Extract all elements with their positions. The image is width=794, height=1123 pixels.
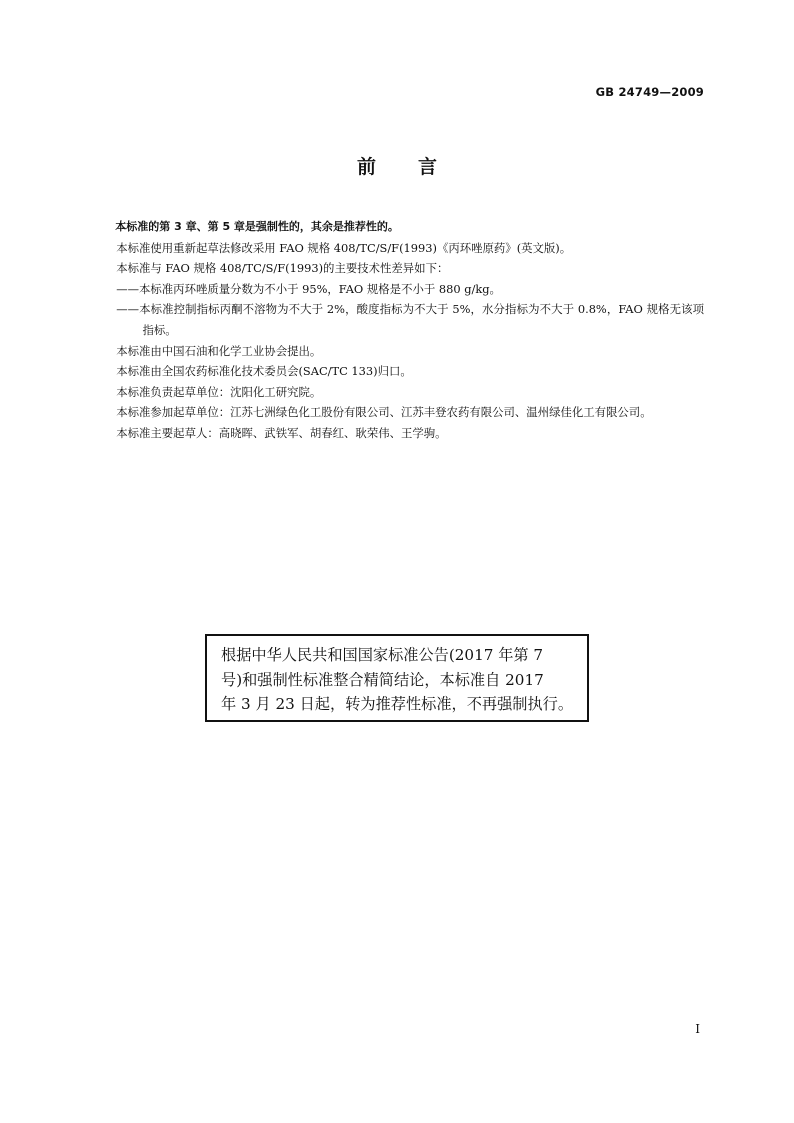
participating-drafters-paragraph: 本标准参加起草单位：江苏七洲绿色化工股份有限公司、江苏丰登农药有限公司、温州绿佳化工有限公司。 [116,405,652,420]
page-number: I [695,1022,700,1036]
administrator-paragraph: 本标准由全国农药标准化技术委员会(SAC/TC 133)归口。 [116,364,412,379]
responsible-drafter-paragraph: 本标准负责起草单位：沈阳化工研究院。 [116,384,322,399]
difference-item: ——本标准控制指标丙酮不溶物为不大于 2%，酸度指标为不大于 5%，水分指标为不大于 0.8%，FAO 规格无该项指标。 [116,302,704,337]
notice-box [205,634,589,722]
main-drafters-paragraph: 本标准主要起草人：高晓晖、武铁军、胡春红、耿荣伟、王学驹。 [116,425,447,440]
proposer-paragraph: 本标准由中国石油和化学工业协会提出。 [116,343,322,358]
standard-number: GB 24749—2009 [595,85,704,99]
difference-item: ——本标准丙环唑质量分数为不小于 95%，FAO 规格是不小于 880 g/kg。 [116,281,501,296]
page-title: 前言 [356,156,479,178]
foreword-body [90,217,704,444]
notice-line: 号)和强制性标准整合精简结论，本标准自 2017 [221,670,544,689]
notice-line: 年 3 月 23 日起，转为推荐性标准，不再强制执行。 [221,695,574,713]
differences-intro-paragraph: 本标准与 FAO 规格 408/TC/S/F(1993)的主要技术性差异如下： [116,261,449,276]
notice-line: 根据中华人民共和国国家标准公告(2017 年第 7 [221,646,544,664]
adoption-paragraph: 本标准使用重新起草法修改采用 FAO 规格 408/TC/S/F(1993)《丙环唑原药》(英文版)。 [116,240,572,255]
mandatory-clause-paragraph: 本标准的第 3 章、第 5 章是强制性的，其余是推荐性的。 [115,220,399,233]
